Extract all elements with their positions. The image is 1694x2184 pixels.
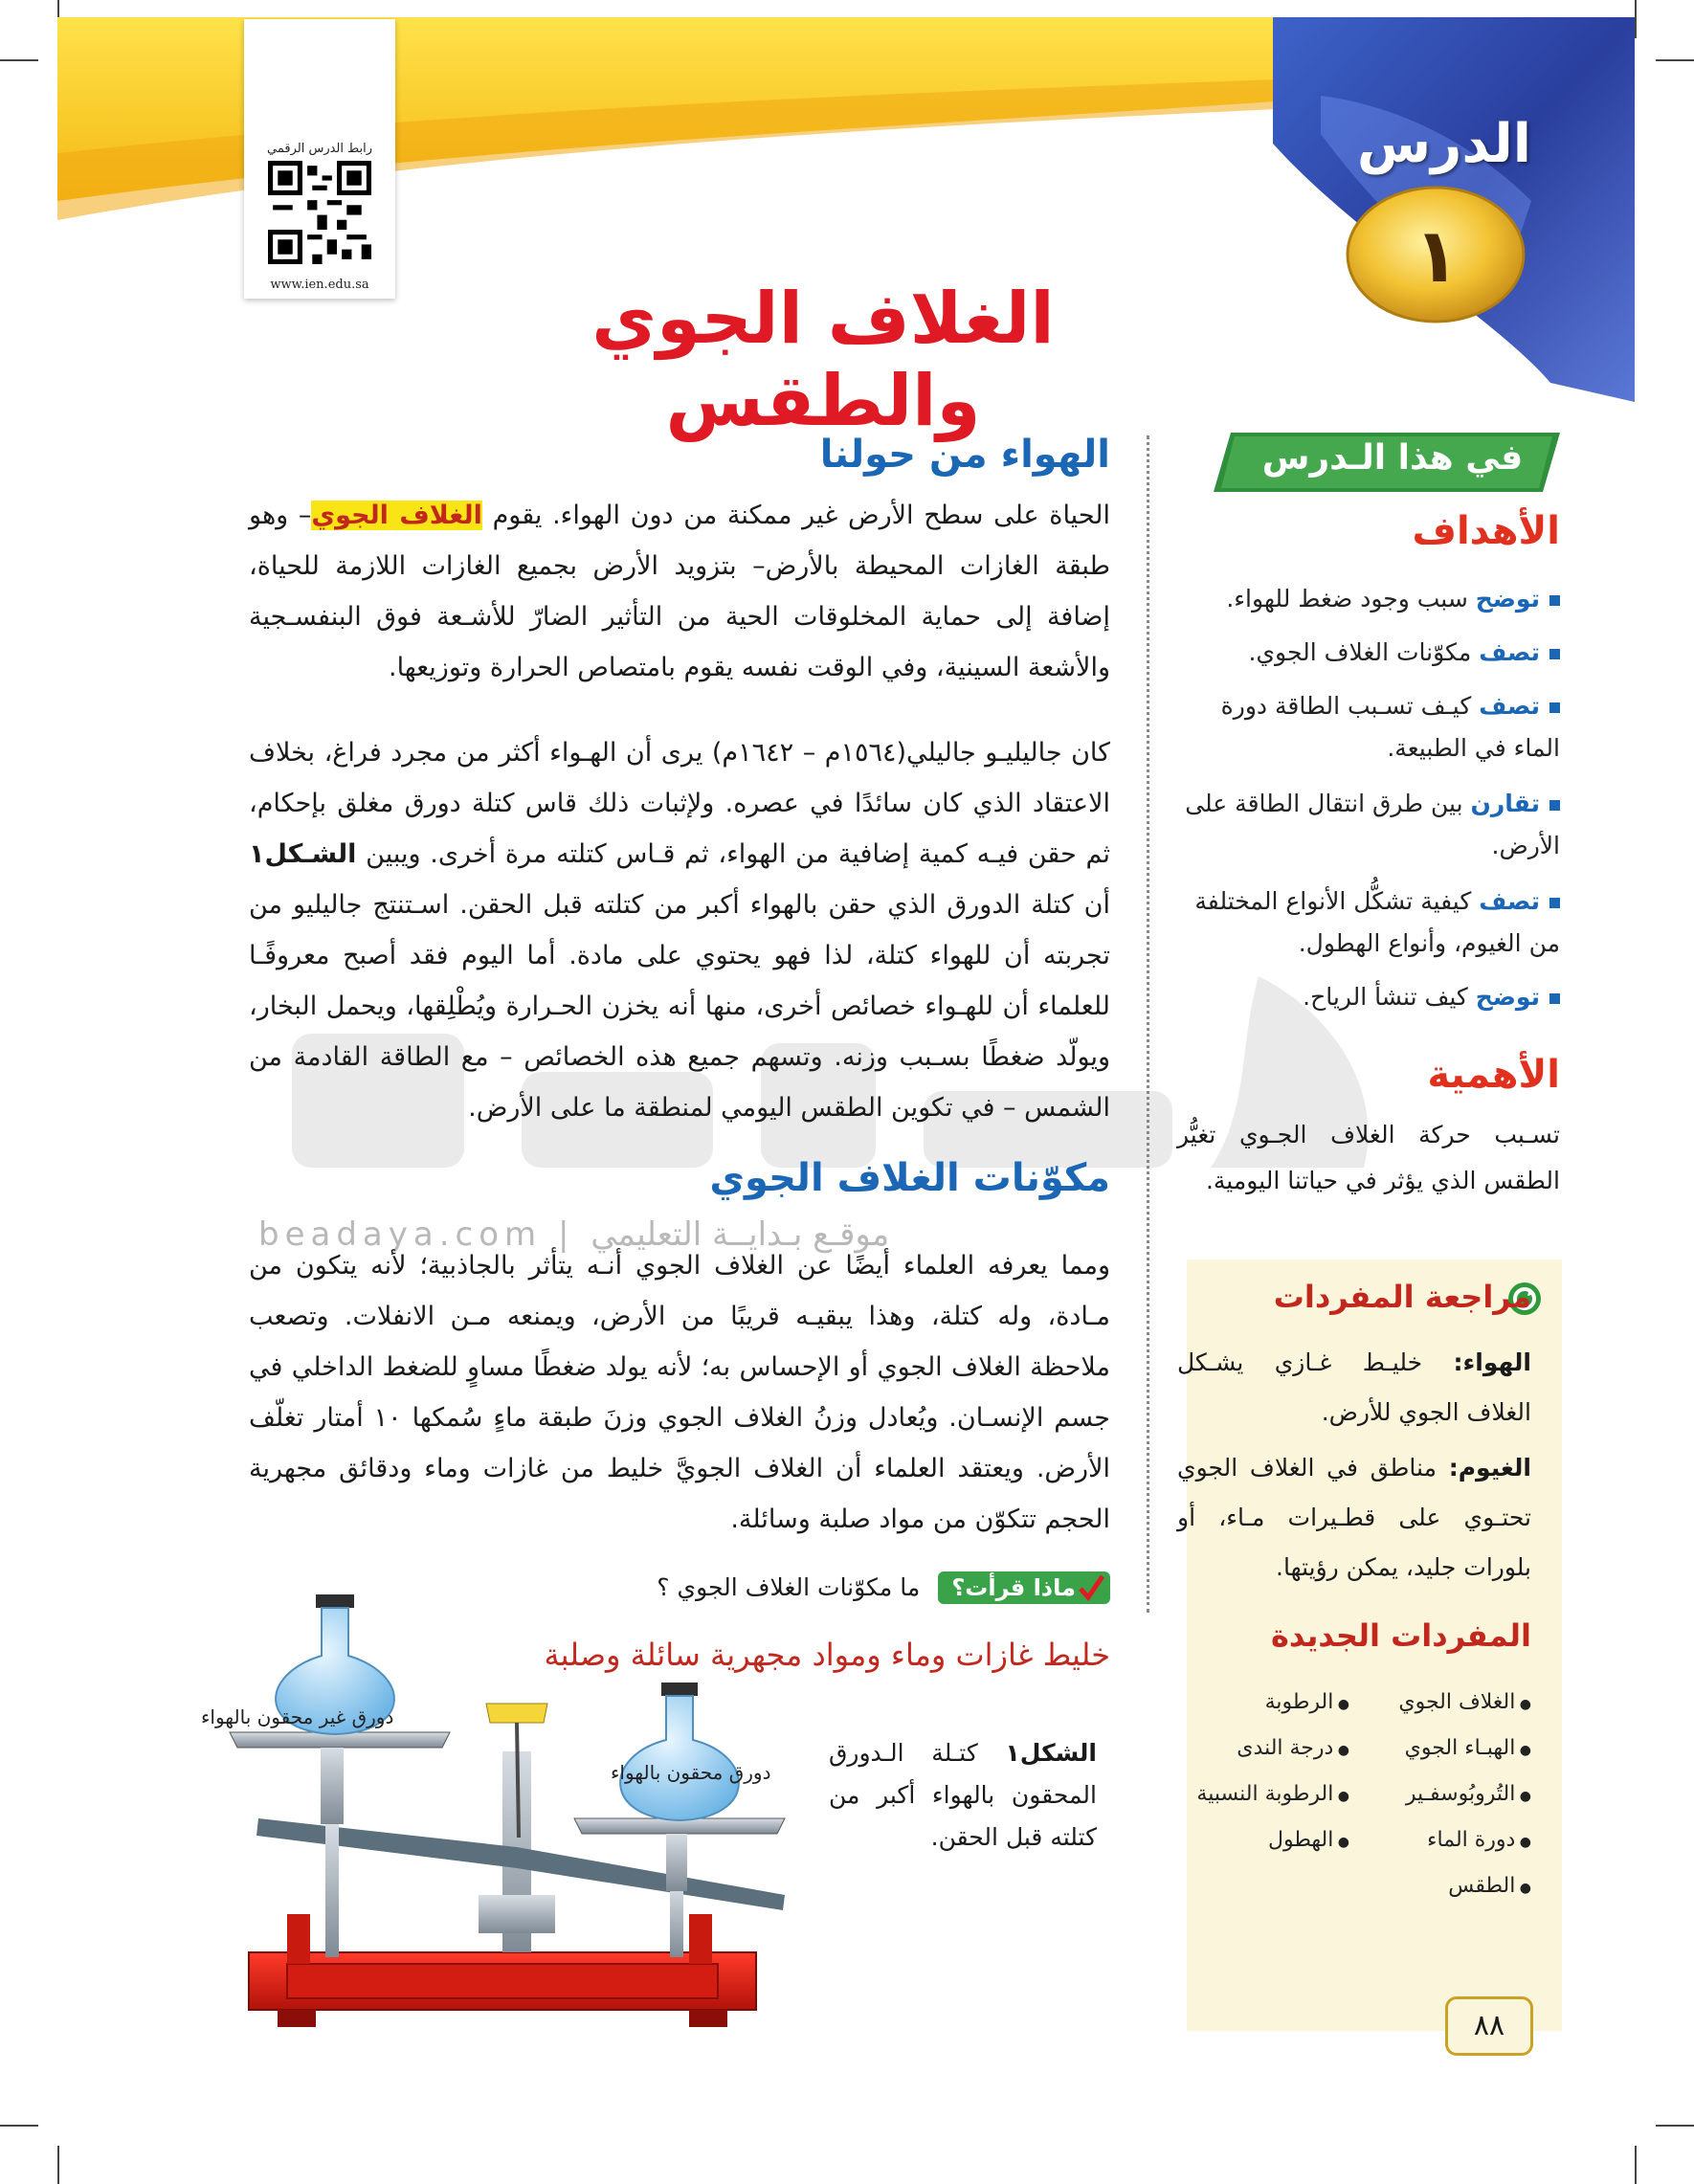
lesson-label: الدرس <box>1356 113 1531 175</box>
bullet-square-icon <box>1549 595 1560 606</box>
crop-mark <box>1656 2125 1694 2127</box>
vocab-review-heading: مراجعة المفردات <box>1273 1279 1531 1315</box>
what-read-badge: ماذا قرأت؟ <box>938 1571 1110 1604</box>
right-flask-label: دورق محقون بالهواء <box>611 1761 771 1784</box>
new-vocab-item: ● دورة الماء <box>1427 1828 1531 1852</box>
in-this-lesson-label: في هذا الـدرس <box>1261 438 1524 478</box>
qr-label: رابط الدرس الرقمي <box>267 142 372 156</box>
what-read-question: ما مكوّنات الغلاف الجوي ؟ <box>657 1573 921 1601</box>
checkmark-icon <box>1078 1573 1104 1602</box>
objective-item: تصف مكوّنات الغلاف الجوي. <box>1177 632 1560 674</box>
lesson-number: ١ <box>1414 213 1460 300</box>
section-heading-atmosphere-components: مكوّنات الغلاف الجوي <box>709 1156 1110 1200</box>
objectives-heading: الأهداف <box>1412 509 1560 553</box>
new-vocab-item: ● الهطول <box>1268 1828 1349 1852</box>
new-vocab-item: ● الطقس <box>1448 1874 1531 1898</box>
bullet-square-icon <box>1549 649 1560 659</box>
balance-scale-figure <box>220 1589 833 2039</box>
highlighted-term: الغلاف الجوي <box>311 501 482 530</box>
paragraph-3: ومما يعرفه العلماء أيضًا عن الغلاف الجوي أنـه يتأثر بالجاذبية؛ لأنه يتكون من مـادة، وله كتلة، وهذا يبقيـه قريبًا من الأرض، ويمنعه مـن الانفلات. وتصعب ملاحظة الغلاف الجوي أو الإحساس به؛ لأنه يولد ضغطًا مساوٍ للضغط الداخلي في جسم الإنسـان. ويُعادل وزنُ الغلاف الجوي وزنَ طبقة ماءٍ سُمكها ١٠ أمتار تغلّف الأرض. ويعتقد العلماء أن الغلاف الجويَّ خليط من غازات وماء ودقائق مجهرية الحجم تتكوّن من مواد صلبة وسائلة. <box>249 1251 1110 1534</box>
crop-mark <box>0 2125 38 2127</box>
page-number: ٨٨ <box>1445 1996 1533 2056</box>
watermark-text: beadaya.com | موقـع بـدايــة التعليمي <box>258 1215 890 1254</box>
objective-item: تصف كيفية تشكُّل الأنواع المختلفة من الغيوم، وأنواع الهطول. <box>1194 887 1560 957</box>
page-title: الغلاف الجوي والطقس <box>591 278 1055 442</box>
paragraph-1: الحياة على سطح الأرض غير ممكنة من دون الهواء. يقوم الغلاف الجوي– وهو طبقة الغازات المحيطة بالأرض– بتزويد الأرض بجميع الغازات اللازمة للحياة، إضافة إلى حماية المخلوقات الحية من التأثير الضارّ للأشـعة فوق البنفسـجية والأشعة السينية، وفي الوقت نفسه يقوم بامتصاص الحرارة وتوزيعها. <box>249 501 1110 682</box>
vocab-review-item: الغيوم: مناطق في الغلاف الجوي تحتـوي على قطـيرات مـاء، أو بلورات جليد، يمكن رؤيتها. <box>1177 1454 1531 1581</box>
new-vocab-item: ● درجة الندى <box>1237 1736 1349 1760</box>
new-vocab-item: ● التُروبُوسفـير <box>1406 1782 1531 1806</box>
new-vocab-item: ● الغلاف الجوي <box>1398 1690 1531 1714</box>
figure-caption: الشكل١ كتـلة الـدورق المحقون بالهواء أكبر من كتلته قبل الحقن. <box>829 1739 1097 1851</box>
new-vocab-item: ● الرطوبة <box>1265 1690 1349 1714</box>
bullet-square-icon <box>1549 702 1560 713</box>
importance-heading: الأهمية <box>1427 1053 1560 1097</box>
answer-caption: خليط غازات وماء ومواد مجهرية سائلة وصلبة <box>544 1637 1110 1673</box>
bullet-square-icon <box>1549 800 1560 811</box>
qr-url[interactable]: www.ien.edu.sa <box>270 278 369 292</box>
crop-mark <box>1635 2146 1637 2184</box>
section-heading-air-around-us: الهواء من حولنا <box>819 433 1110 477</box>
crop-mark <box>57 2146 59 2184</box>
figure-reference: الشـكل١ <box>249 839 357 869</box>
column-divider <box>1147 435 1149 1613</box>
qr-code-icon[interactable] <box>268 161 371 264</box>
vocab-review-item: الهواء: خليـط غـازي يشـكل الغلاف الجوي للأرض. <box>1177 1348 1531 1426</box>
objective-item: توضح كيف تنشأ الرياح. <box>1177 976 1560 1018</box>
paragraph-2: كان جاليليـو جاليلي(١٥٦٤م – ١٦٤٢م) يرى أن الهـواء أكثر من مجرد فراغ، بخلاف الاعتقاد الذي كان سائدًا في عصره. ولإثبات ذلك قاس كتلة دورق مغلق بإحكام، ثم حقن فيـه كمية إضافية من الهواء، ثم قـاس كتلته مرة أخرى. ويبين الشـكل١ أن كتلة الدورق الذي حقن بالهواء أكبر من كتلته قبل الحقن. اسـتنتج جاليليو من تجربته أن للهواء كتلة، لذا فهو يحتوي على مادة. أما اليوم فقد أصبح معروفًـا للعلماء أن للهـواء خصائص أخرى، منها أنه يخزن الحـرارة ويُطْلِقها، ويحمل البخار، ويولّد ضغطًا بسـبب وزنه. وتسهم جميع هذه الخصائص – مع الطاقة القادمة من الشمس – في تكوين الطقس اليومي لمنطقة ما على الأرض. <box>249 738 1110 1123</box>
new-vocab-item: ● الرطوبة النسبية <box>1196 1782 1349 1806</box>
qr-card[interactable] <box>244 19 395 299</box>
new-vocab-heading: المفردات الجديدة <box>1271 1617 1531 1654</box>
bullet-square-icon <box>1549 898 1560 908</box>
objective-item: توضح سبب وجود ضغط للهواء. <box>1177 578 1560 620</box>
importance-text: تسـبب حركة الغلاف الجـوي تغيُّر الطقس الذي يؤثر في حياتنا اليومية. <box>1177 1121 1560 1194</box>
objective-item: تصف كيـف تسـبب الطاقة دورة الماء في الطبيعة. <box>1220 692 1560 762</box>
left-flask-label: دورق غير محقون بالهواء <box>201 1705 394 1728</box>
new-vocab-item: ● الهبـاء الجوي <box>1405 1736 1531 1760</box>
objective-item: تقارن بين طرق انتقال الطاقة على الأرض. <box>1185 790 1560 859</box>
bullet-square-icon <box>1549 993 1560 1004</box>
